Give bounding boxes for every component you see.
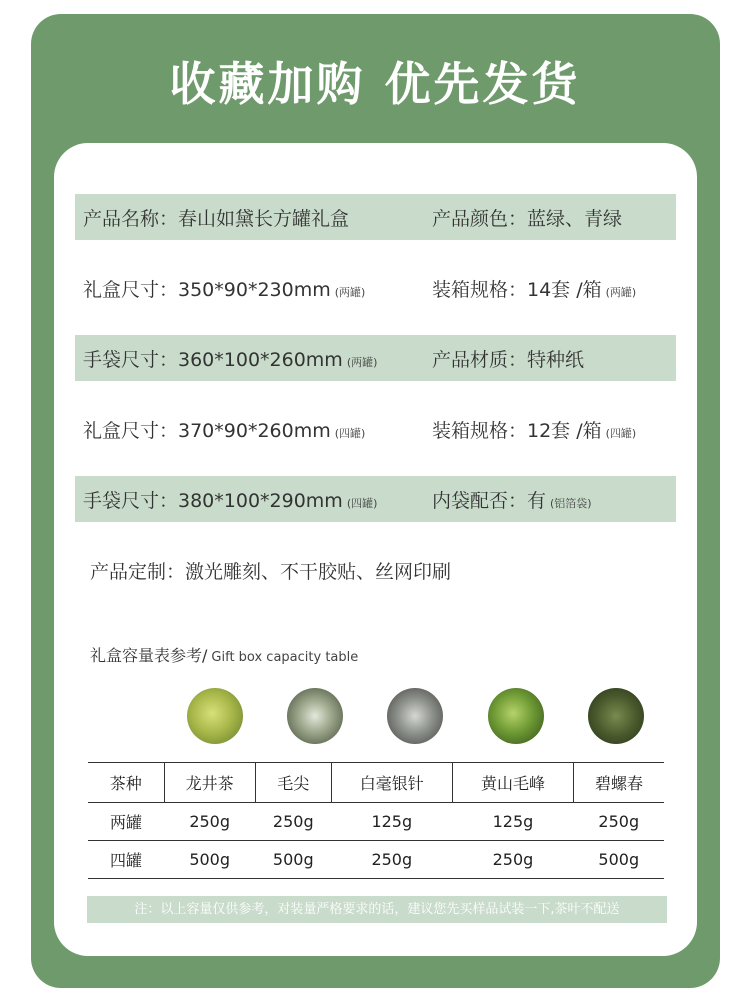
spec-right: 装箱规格：14套 /箱 (两罐): [432, 278, 637, 301]
table-row: [88, 841, 664, 879]
table-header: 白毫银针: [331, 763, 452, 803]
biluochun-tea-image: [588, 688, 644, 744]
spec-right: 内袋配否：有 (铝箔袋): [432, 489, 592, 512]
baihao-yinzhen-tea-image: [387, 688, 443, 744]
capacity-table: [88, 762, 664, 879]
table-cell: 250g: [598, 812, 640, 831]
table-cell: 125g: [371, 812, 413, 831]
spec-note: (两罐): [334, 285, 366, 299]
longjing-tea-image: [187, 688, 243, 744]
table-cell: 125g: [492, 812, 534, 831]
spec-note: (四罐): [346, 496, 378, 510]
table-header: 茶种: [109, 774, 142, 793]
table-cell: 250g: [492, 850, 534, 869]
footnote-banner: 注：以上容量仅供参考，对装量严格要求的话，建议您先买样品试装一下,茶叶不配送: [87, 896, 667, 923]
spec-note: (铝箔袋): [550, 496, 592, 510]
table-row: [88, 803, 664, 841]
spec-row-name: [75, 194, 676, 240]
spec-note: (四罐): [334, 426, 366, 440]
table-cell: 500g: [598, 850, 640, 869]
spec-left: 产品名称：春山如黛长方罐礼盒: [83, 207, 350, 230]
spec-right: 装箱规格：12套 /箱 (四罐): [432, 419, 637, 442]
spec-note: (四罐): [605, 426, 637, 440]
spec-right: 产品颜色：蓝绿、青绿: [432, 207, 623, 230]
maojian-tea-image: [287, 688, 343, 744]
spec-left: 手袋尺寸：380*100*290mm (四罐): [83, 489, 378, 512]
table-header: 碧螺春: [574, 763, 664, 803]
huangshan-maofeng-tea-image: [488, 688, 544, 744]
table-header: 黄山毛峰: [452, 763, 573, 803]
spec-row-bag-size-four: [75, 476, 676, 522]
table-cell: 250g: [272, 812, 314, 831]
spec-right: 产品材质：特种纸: [432, 348, 585, 371]
capacity-title: 礼盒容量表参考/ Gift box capacity table: [90, 646, 359, 665]
table-header-row: [88, 763, 664, 803]
spec-note: (两罐): [346, 355, 378, 369]
table-cell: 两罐: [109, 813, 142, 832]
spec-note: (两罐): [605, 285, 637, 299]
table-cell: 250g: [371, 850, 413, 869]
table-cell: 四罐: [109, 851, 142, 870]
spec-left: 礼盒尺寸：350*90*230mm (两罐): [83, 278, 366, 301]
spec-row-bag-size-two: [75, 335, 676, 381]
spec-row-box-size-two: [75, 265, 676, 311]
spec-left: 手袋尺寸：360*100*260mm (两罐): [83, 348, 378, 371]
page-headline: 收藏加购 优先发货: [169, 57, 581, 111]
table-header: 毛尖: [255, 763, 331, 803]
table-header: 龙井茶: [164, 763, 255, 803]
table-cell: 500g: [272, 850, 314, 869]
table-cell: 250g: [189, 812, 231, 831]
spec-row-box-size-four: [75, 406, 676, 452]
customization-text: 产品定制：激光雕刻、不干胶贴、丝网印刷: [90, 561, 452, 583]
table-cell: 500g: [189, 850, 231, 869]
spec-left: 礼盒尺寸：370*90*260mm (四罐): [83, 419, 366, 442]
